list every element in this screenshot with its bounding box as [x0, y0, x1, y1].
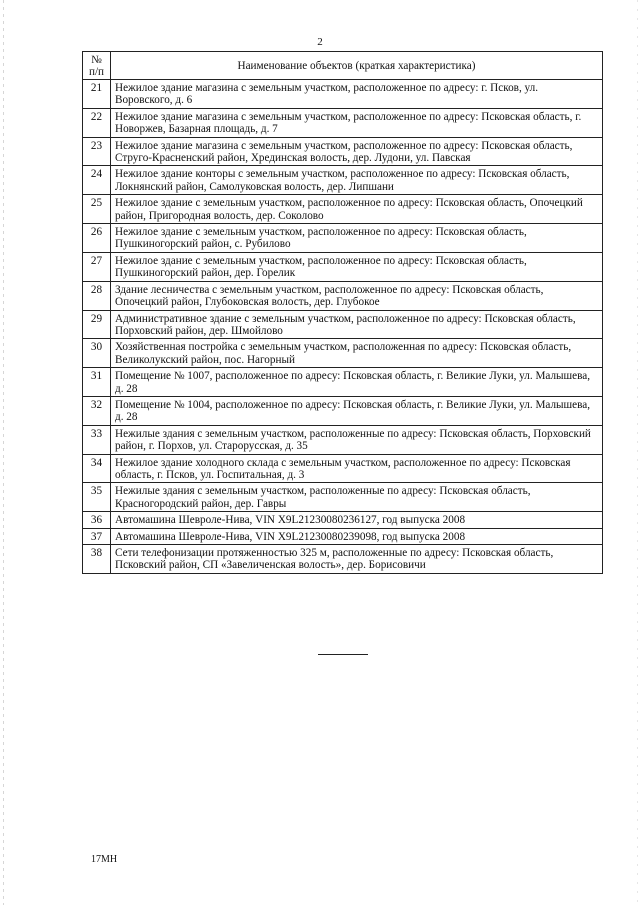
- row-number: 29: [83, 310, 111, 339]
- page-number: 2: [317, 36, 323, 48]
- row-number: 36: [83, 512, 111, 528]
- table-row: [83, 310, 603, 339]
- header-number: [83, 52, 111, 80]
- row-number: 34: [83, 454, 111, 483]
- table-row: [83, 483, 603, 512]
- table-body: [83, 80, 603, 574]
- row-number: 31: [83, 368, 111, 397]
- row-description: Административное здание с земельным участком, расположенное по адресу: Псковская область, Порховский район, дер. Шмойлово: [111, 310, 603, 339]
- table-row: [83, 368, 603, 397]
- row-number: 23: [83, 137, 111, 166]
- table-row: [83, 512, 603, 528]
- row-number: 27: [83, 252, 111, 281]
- table-row: [83, 454, 603, 483]
- row-number: 25: [83, 195, 111, 224]
- row-description: Нежилое здание с земельным участком, расположенное по адресу: Псковская область, Пушкиногорский район, дер. Горелик: [111, 252, 603, 281]
- row-number: 22: [83, 108, 111, 137]
- table-row: [83, 108, 603, 137]
- table-row: [83, 166, 603, 195]
- row-description: Нежилое здание конторы с земельным участком, расположенное по адресу: Псковская область, Локнянский район, Самолуковская волость, дер. Липшани: [111, 166, 603, 195]
- row-description: Нежилое здание магазина с земельным участком, расположенное по адресу: Псковская область, г. Новоржев, Базарная площадь, д. 7: [111, 108, 603, 137]
- row-number: 38: [83, 545, 111, 574]
- table-row: [83, 339, 603, 368]
- row-number: 21: [83, 80, 111, 109]
- table-row: [83, 224, 603, 253]
- table-row: [83, 396, 603, 425]
- row-number: 37: [83, 528, 111, 544]
- row-description: Нежилое здание магазина с земельным участком, расположенное по адресу: г. Псков, ул. Воровского, д. 6: [111, 80, 603, 109]
- row-description: Нежилое здание с земельным участком, расположенное по адресу: Псковская область, Пушкиногорский район, с. Рубилово: [111, 224, 603, 253]
- row-description: Здание лесничества с земельным участком, расположенное по адресу: Псковская область, Опочецкий район, Глубоковская волость, дер. Глубокое: [111, 281, 603, 310]
- row-description: Нежилые здания с земельным участком, расположенные по адресу: Псковская область, Порховский район, г. Порхов, ул. Старорусская, д. 35: [111, 425, 603, 454]
- footer-code: 17МН: [91, 854, 118, 865]
- table-row: [83, 425, 603, 454]
- scan-edge-left: [3, 0, 4, 905]
- table-row: [83, 195, 603, 224]
- row-number: 24: [83, 166, 111, 195]
- row-description: Сети телефонизации протяженностью 325 м, расположенные по адресу: Псковская область, Псковский район, СП «Завеличенская волость», дер. Борисовичи: [111, 545, 603, 574]
- table-row: [83, 80, 603, 109]
- table-row: [83, 528, 603, 544]
- table-row: [83, 252, 603, 281]
- header-number-abbrev: п/п: [88, 66, 105, 78]
- row-number: 32: [83, 396, 111, 425]
- row-description: Помещение № 1004, расположенное по адресу: Псковская область, г. Великие Луки, ул. Малышева, д. 28: [111, 396, 603, 425]
- row-description: Автомашина Шевроле-Нива, VIN X9L21230080236127, год выпуска 2008: [111, 512, 603, 528]
- header-number-symbol: №: [91, 54, 102, 66]
- scan-edge-right: [637, 0, 638, 905]
- objects-table: [82, 51, 603, 574]
- row-description: Нежилое здание с земельным участком, расположенное по адресу: Псковская область, Опочецкий район, Пригородная волость, дер. Соколово: [111, 195, 603, 224]
- row-number: 26: [83, 224, 111, 253]
- table-row: [83, 545, 603, 574]
- row-number: 35: [83, 483, 111, 512]
- row-description: Помещение № 1007, расположенное по адресу: Псковская область, г. Великие Луки, ул. Малышева, д. 28: [111, 368, 603, 397]
- table-row: [83, 137, 603, 166]
- row-number: 33: [83, 425, 111, 454]
- row-number: 30: [83, 339, 111, 368]
- row-description: Нежилое здание магазина с земельным участком, расположенное по адресу: Псковская область, Струго-Красненский район, Хрединская волость, дер. Лудони, ул. Павская: [111, 137, 603, 166]
- row-description: Хозяйственная постройка с земельным участком, расположенная по адресу: Псковская область, Великолукский район, пос. Нагорный: [111, 339, 603, 368]
- row-description: Нежилое здание холодного склада с земельным участком, расположенное по адресу: Псковская область, г. Псков, ул. Госпитальная, д. 3: [111, 454, 603, 483]
- header-object-name: Наименование объектов (краткая характеристика): [111, 52, 603, 80]
- row-number: 28: [83, 281, 111, 310]
- table-row: [83, 281, 603, 310]
- end-divider: [318, 654, 368, 655]
- row-description: Автомашина Шевроле-Нива, VIN X9L21230080239098, год выпуска 2008: [111, 528, 603, 544]
- row-description: Нежилые здания с земельным участком, расположенные по адресу: Псковская область, Красногородский район, дер. Гавры: [111, 483, 603, 512]
- table-header-row: [83, 52, 603, 80]
